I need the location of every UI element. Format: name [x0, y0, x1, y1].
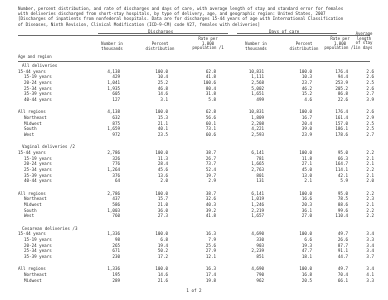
table-cell: 31.8	[205, 91, 216, 97]
days-of-care-heading: Days of care	[269, 29, 300, 34]
row-label: 25-34 years	[24, 248, 52, 254]
table-row	[18, 213, 378, 219]
table-row	[18, 254, 378, 260]
table-cell: 45.0	[301, 167, 312, 172]
table-cell: 2.9	[366, 115, 374, 120]
table-cell: 4,690	[251, 231, 264, 237]
table-cell: 2,763	[251, 167, 264, 172]
table-cell: 1,336	[107, 266, 120, 272]
row-label: Northeast	[24, 271, 47, 277]
table-cell: 46.2	[301, 85, 312, 91]
table-cell: 5.9	[340, 178, 348, 184]
title-line: [Discharges of inpatients from nonfederal hospitals. Data are for discharges 15-44 years of age with International Classification	[18, 16, 344, 22]
table-cell: 760	[112, 213, 120, 219]
table-cell: 1,809	[251, 115, 264, 120]
table-cell: 178.6	[335, 132, 348, 138]
table-cell: 49.7	[337, 231, 348, 237]
table-cell: 6,141	[251, 149, 264, 155]
table-cell: 2.0	[366, 178, 374, 184]
table-cell: 289	[112, 277, 120, 283]
table-cell: 2.2	[366, 190, 374, 196]
table-cell: 73.7	[205, 161, 216, 167]
row-label: 15-44 years	[18, 231, 46, 237]
table-cell: 801	[256, 172, 264, 178]
table-cell: 2.1	[366, 201, 374, 207]
row-label: South	[24, 126, 37, 132]
table-cell: 87.7	[337, 242, 348, 248]
age-region-heading: Age and region	[18, 54, 52, 59]
table-cell: 6.8	[160, 236, 168, 242]
row-label: Northeast	[24, 115, 47, 120]
col-rate-population: Rate per 1,000 population /1	[192, 36, 224, 51]
table-cell: 70.4	[337, 271, 348, 277]
table-cell: 32.6	[205, 196, 216, 202]
row-label: 25-34 years	[24, 167, 52, 172]
table-cell: 27.3	[157, 213, 168, 219]
section-heading: All deliveries	[22, 63, 58, 68]
table-cell: 20.4	[301, 120, 312, 126]
table-cell: 27.1	[301, 161, 312, 167]
table-cell: 62.8	[205, 109, 216, 115]
table-cell: 100.0	[299, 190, 312, 196]
table-cell: 3.4	[366, 242, 374, 248]
row-label: All regions	[18, 266, 46, 272]
table-cell: 429	[112, 74, 120, 80]
table-cell: 1,019	[251, 196, 264, 202]
table-cell: 41.8	[205, 213, 216, 219]
table-cell: 781	[256, 155, 264, 161]
table-body	[18, 63, 378, 290]
table-cell: 100.0	[299, 266, 312, 272]
table-cell: 5.8	[208, 97, 216, 103]
table-cell: 39.0	[301, 126, 312, 132]
table-cell: 98	[114, 236, 120, 242]
table-cell: 632	[112, 115, 120, 120]
table-cell: 39.2	[205, 207, 216, 213]
table-row	[18, 97, 378, 103]
row-label: 20-24 years	[24, 161, 52, 167]
table-cell: 2.5	[366, 80, 374, 86]
table-cell: 2,239	[251, 248, 264, 254]
table-cell: 25.2	[157, 80, 168, 86]
table-cell: 195	[112, 271, 120, 277]
table-cell: 38.7	[205, 190, 216, 196]
table-cell: 790	[256, 271, 264, 277]
table-cell: 161.4	[335, 115, 348, 120]
table-cell: 376	[112, 172, 120, 178]
table-cell: 776	[112, 161, 120, 167]
table-cell: 100.0	[155, 266, 168, 272]
table-cell: 131	[256, 178, 264, 184]
table-cell: 19.8	[205, 277, 216, 283]
table-cell: 64	[114, 178, 120, 184]
table-cell: 2.2	[366, 167, 374, 172]
table-cell: 1,935	[107, 85, 120, 91]
table-cell: 12.1	[205, 253, 216, 259]
table-cell: 1,041	[107, 80, 120, 86]
table-cell: 164.7	[335, 161, 348, 167]
table-cell: 28.4	[157, 161, 168, 167]
discharges-rule	[98, 33, 228, 34]
table-cell: 972	[112, 132, 120, 138]
table-cell: 14.6	[157, 271, 168, 277]
table-cell: 851	[256, 253, 264, 259]
row-label: 25-34 years	[24, 85, 52, 91]
table-cell: 42.1	[337, 172, 348, 178]
table-cell: 1,336	[107, 231, 120, 237]
table-cell: 586	[112, 201, 120, 207]
table-cell: 3.7	[366, 253, 374, 259]
table-cell: 2.6	[366, 68, 374, 74]
row-label: 15-19 years	[24, 74, 52, 80]
table-cell: 3.4	[366, 266, 374, 272]
table-cell: 4.1	[366, 271, 374, 277]
table-cell: 2,786	[107, 190, 120, 196]
col-days-percent-distribution: Percent distribution	[289, 41, 319, 51]
table-cell: 265	[112, 242, 120, 248]
table-cell: 40.1	[157, 126, 168, 132]
table-cell: 100.0	[299, 149, 312, 155]
table-cell: 27.9	[205, 248, 216, 254]
table-cell: 60.6	[205, 132, 216, 138]
table-cell: 50.2	[157, 248, 168, 254]
table-cell: 62.8	[205, 68, 216, 74]
table-cell: 4,138	[107, 109, 120, 115]
table-cell: 5,002	[251, 85, 264, 91]
table-cell: 186.1	[335, 126, 348, 132]
table-cell: 16.3	[205, 231, 216, 237]
table-cell: 19.4	[157, 242, 168, 248]
table-cell: 80.4	[205, 85, 216, 91]
table-cell: 36.1	[301, 207, 312, 213]
table-cell: 100.0	[299, 109, 312, 115]
table-cell: 18.1	[301, 253, 312, 259]
row-label: All regions	[18, 109, 46, 115]
table-cell: 95.0	[337, 149, 348, 155]
table-cell: 66.3	[337, 155, 348, 161]
table-cell: 10.4	[157, 74, 168, 80]
table-cell: 2.5	[366, 126, 374, 132]
table-cell: 100.0	[299, 68, 312, 74]
table-cell: 13.0	[301, 172, 312, 178]
row-label: 35-39 years	[24, 253, 52, 259]
col-number-thousands: Number in thousands	[101, 41, 123, 51]
table-cell: 875	[112, 120, 120, 126]
table-cell: 13.6	[157, 172, 168, 178]
table-cell: 20.5	[301, 277, 312, 283]
row-label: 40-44 years	[24, 97, 52, 103]
table-cell: 60.1	[205, 120, 216, 126]
table-cell: 2.5	[366, 120, 374, 126]
days-of-care-rule	[237, 33, 337, 34]
col-average-length-of-stay: Average length of stay in days	[355, 31, 373, 50]
table-cell: 16.8	[301, 271, 312, 277]
table-cell: 3.4	[366, 248, 374, 254]
table-cell: 100.0	[155, 190, 168, 196]
col-days-number-thousands: Number in thousands	[245, 41, 267, 51]
col-percent-distribution: Percent distribution	[145, 41, 175, 51]
table-cell: 176.4	[335, 109, 348, 115]
row-label: Midwest	[24, 277, 42, 283]
table-cell: 17.4	[205, 271, 216, 277]
table-cell: 2.9	[208, 178, 216, 184]
table-cell: 2.1	[366, 172, 374, 178]
table-cell: 100.6	[203, 80, 216, 86]
col-days-rate-population: Rate per 1,000 population /1	[324, 36, 356, 51]
title-line: Number, percent distribution, and rate of discharges and days of care, with average length of stay and standard error for females	[18, 6, 344, 11]
table-cell: 3.4	[366, 231, 374, 237]
table-cell: 962	[256, 277, 264, 283]
table-cell: 437	[112, 196, 120, 202]
table-cell: 100.0	[155, 149, 168, 155]
table-row	[18, 278, 378, 284]
table-cell: 4,690	[251, 266, 264, 272]
table-cell: 11.3	[157, 155, 168, 161]
table-cell: 21.1	[157, 120, 168, 126]
page-number: 1 of 2	[186, 288, 202, 293]
table-cell: 2.2	[366, 213, 374, 219]
table-cell: 36.0	[157, 207, 168, 213]
table-cell: 10,831	[248, 68, 264, 74]
table-cell: 671	[112, 248, 120, 254]
table-cell: 2.7	[366, 132, 374, 138]
table-cell: 38.7	[205, 149, 216, 155]
table-cell: 3.1	[160, 97, 168, 103]
table-cell: 73.1	[205, 126, 216, 132]
table-cell: 157.0	[335, 120, 348, 126]
table-row	[18, 178, 378, 184]
table-cell: 330	[256, 236, 264, 242]
row-label: 15-19 years	[24, 236, 52, 242]
table-cell: 253.9	[335, 80, 348, 86]
table-cell: 78.5	[337, 196, 348, 202]
table-cell: 44.7	[337, 253, 348, 259]
table-cell: 2.2	[366, 149, 374, 155]
table-cell: 1,246	[251, 201, 264, 207]
table-cell: 25.6	[205, 242, 216, 248]
table-cell: 1,111	[251, 74, 264, 80]
table-cell: 2,219	[251, 207, 264, 213]
table-cell: 94.4	[337, 74, 348, 80]
table-cell: 3.3	[366, 277, 374, 283]
table-cell: 19.3	[301, 242, 312, 248]
table-cell: 499	[256, 97, 264, 103]
table-cell: 22.6	[337, 97, 348, 103]
title-line: of Diseases, Ninth Revision, Clinical Modification (ICD-9-CM) code V27, females with deliveries]	[18, 21, 261, 27]
table-cell: 1,264	[107, 167, 120, 172]
table-cell: 1,657	[251, 213, 264, 219]
table-cell: 41.8	[205, 74, 216, 80]
row-label: All regions	[18, 190, 46, 196]
table-cell: 2.6	[366, 109, 374, 115]
section-heading: Cesarean deliveries /3	[22, 225, 78, 231]
table-cell: 16.6	[301, 196, 312, 202]
table-cell: 2.1	[366, 161, 374, 167]
table-cell: 23.7	[301, 80, 312, 86]
table-cell: 91.1	[337, 248, 348, 254]
table-cell: 23.5	[157, 132, 168, 138]
table-cell: 2.0	[160, 178, 168, 184]
table-cell: 1,003	[107, 207, 120, 213]
table-cell: 100.0	[155, 231, 168, 237]
table-cell: 47.7	[301, 248, 312, 254]
table-cell: 11.8	[301, 155, 312, 161]
table-cell: 26.6	[337, 236, 348, 242]
table-cell: 99.6	[337, 207, 348, 213]
section-heading: Vaginal deliveries /2	[22, 144, 75, 150]
table-cell: 2.1	[304, 178, 312, 184]
table-cell: 1,665	[251, 161, 264, 167]
table-cell: 86.8	[337, 91, 348, 97]
table-cell: 3.3	[366, 236, 374, 242]
table-cell: 100.0	[299, 231, 312, 237]
table-cell: 2,786	[107, 149, 120, 155]
row-label: Midwest	[24, 201, 42, 207]
table-cell: 2.7	[366, 91, 374, 97]
row-label: Midwest	[24, 120, 42, 126]
row-label: Northeast	[24, 196, 47, 202]
row-label: West	[24, 213, 35, 219]
table-cell: 1,659	[107, 126, 120, 132]
row-label: 15-44 years	[18, 68, 46, 74]
table-cell: 326	[112, 155, 120, 161]
header-rule-bottom	[18, 61, 370, 62]
table-title	[18, 6, 373, 27]
table-cell: 46.8	[157, 85, 168, 91]
table-cell: 2.2	[366, 207, 374, 213]
row-label: 15-19 years	[24, 155, 52, 161]
table-cell: 1,651	[251, 91, 264, 97]
table-cell: 26.7	[205, 155, 216, 161]
table-cell: 110.4	[335, 213, 348, 219]
header-rule-top	[18, 35, 370, 36]
table-cell: 16.3	[205, 266, 216, 272]
row-label: 20-24 years	[24, 80, 52, 86]
row-label: 40-44 years	[24, 178, 52, 184]
table-cell: 27.0	[301, 213, 312, 219]
table-cell: 45.6	[157, 167, 168, 172]
table-cell: 205.2	[335, 85, 348, 91]
table-cell: 2.6	[366, 74, 374, 80]
table-cell: 19.7	[205, 172, 216, 178]
row-label: West	[24, 132, 35, 138]
discharges-heading: Discharges	[148, 29, 174, 34]
table-cell: 176.4	[335, 68, 348, 74]
table-cell: 23.9	[301, 132, 312, 138]
table-cell: 15.2	[301, 91, 312, 97]
table-cell: 6.6	[304, 236, 312, 242]
table-cell: 2,208	[251, 120, 264, 126]
row-label: 35-39 years	[24, 91, 52, 97]
table-cell: 100.0	[155, 109, 168, 115]
table-cell: 10,831	[248, 109, 264, 115]
table-cell: 66.1	[337, 277, 348, 283]
table-cell: 114.1	[335, 167, 348, 172]
table-cell: 7.9	[208, 236, 216, 242]
table-cell: 17.2	[157, 253, 168, 259]
table-cell: 16.7	[301, 115, 312, 120]
table-cell: 230	[112, 253, 120, 259]
table-cell: 100.0	[155, 68, 168, 74]
table-cell: 15.3	[157, 115, 168, 120]
table-cell: 20.3	[301, 201, 312, 207]
table-cell: 95.0	[337, 190, 348, 196]
table-cell: 4,221	[251, 126, 264, 132]
table-cell: 903	[256, 242, 264, 248]
table-cell: 127	[112, 97, 120, 103]
table-cell: 6,141	[251, 190, 264, 196]
table-cell: 605	[112, 91, 120, 97]
row-label: 15-44 years	[18, 149, 46, 155]
table-cell: 2,593	[251, 132, 264, 138]
table-cell: 14.6	[157, 91, 168, 97]
table-cell: 21.0	[157, 201, 168, 207]
table-cell: 2,568	[251, 80, 264, 86]
table-cell: 4.6	[304, 97, 312, 103]
table-cell: 2.1	[366, 155, 374, 161]
row-label: 20-24 years	[24, 242, 52, 248]
table-cell: 2.6	[366, 85, 374, 91]
table-cell: 49.7	[337, 266, 348, 272]
table-cell: 4,138	[107, 68, 120, 74]
table-cell: 2.3	[366, 196, 374, 202]
row-label: 35-39 years	[24, 172, 52, 178]
table-cell: 52.4	[205, 167, 216, 172]
table-cell: 40.3	[205, 201, 216, 207]
row-label: South	[24, 207, 37, 213]
table-cell: 10.3	[301, 74, 312, 80]
table-cell: 21.6	[157, 277, 168, 283]
table-row	[18, 132, 378, 138]
table-cell: 88.6	[337, 201, 348, 207]
table-cell: 15.7	[157, 196, 168, 202]
title-line: with deliveries discharged from short-stay hospitals, by type of delivery, age, and geographic region: United States, 2007	[18, 11, 326, 17]
table-cell: 3.9	[366, 97, 374, 103]
table-cell: 56.6	[205, 115, 216, 120]
